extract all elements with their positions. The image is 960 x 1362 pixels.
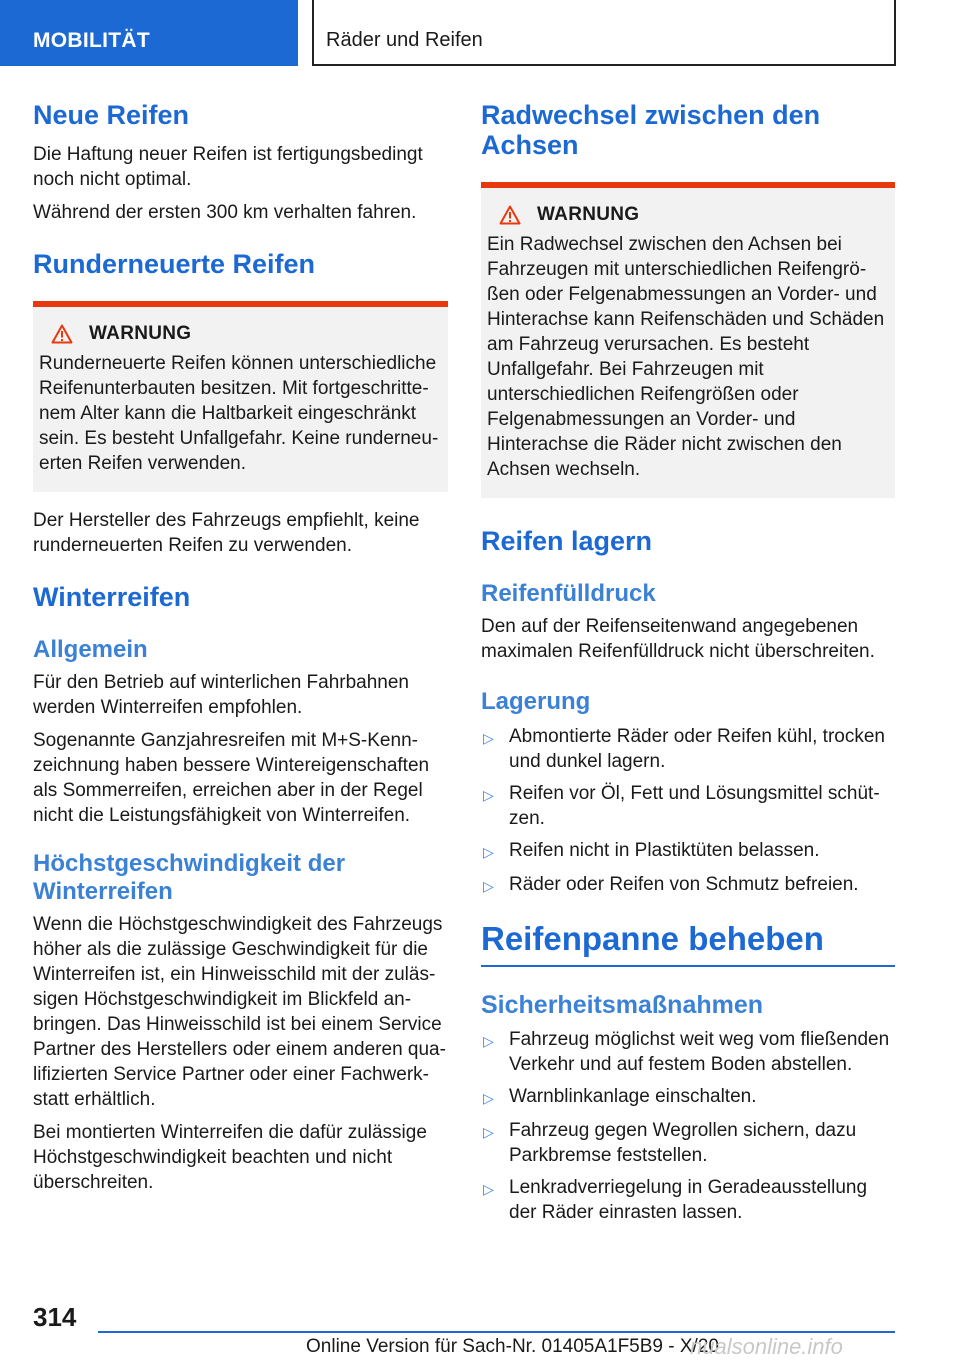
subheading-reifenfuelldruck: Reifenfülldruck (481, 580, 656, 607)
paragraph: Bei montierten Winterreifen die dafür zulässige Höchstgeschwindigkeit beachten und nicht überschreiten. (33, 1122, 427, 1193)
heading-reifen-lagern: Reifen lagern (481, 526, 653, 556)
list-item: ▷ Räder oder Reifen von Schmutz befreien. (481, 872, 895, 899)
heading-radwechsel: Radwechsel zwischen den Achsen (481, 100, 821, 160)
warning-icon (51, 324, 73, 344)
watermark: nualsonline.info (690, 1334, 843, 1359)
subheading-sicherheitsmassnahmen: Sicherheitsmaßnahmen (481, 991, 764, 1019)
heading-winterreifen: Winterreifen (33, 582, 191, 612)
list-item: ▷ Fahrzeug gegen Wegrollen sichern, dazu Parkbremse feststellen. (483, 1120, 857, 1166)
left-column (33, 100, 448, 1195)
warning-box (33, 301, 448, 492)
warning-icon (499, 205, 521, 225)
paragraph: Die Haftung neuer Reifen ist fertigungsbedingt noch nicht optimal. (33, 144, 423, 190)
warning-title (51, 323, 442, 345)
right-column (481, 100, 895, 1232)
triangle-bullet-icon: ▷ (483, 1090, 494, 1106)
paragraph: Wenn die Höchstgeschwindigkeit des Fahrzeugs höher als die zulässige Geschwindigkeit für die Winterreifen ist, ein Hinweisschild mit der zulässigen Höchstgeschwindigkeit im Blickfeld anbringen. Das Hinweisschild ist bei einem Service Partner des Herstellers oder einem anderen qualifizierten Service Partner oder einer Fachwerkstatt erhältlich. (33, 914, 446, 1110)
online-version-text: Online Version für Sach-Nr. 01405A1F5B9 - X/20 (306, 1336, 719, 1357)
subheading-hoechstgeschwindigkeit: Höchstgeschwindigkeit der Winterreifen (33, 850, 346, 905)
footer-divider (98, 1331, 895, 1333)
triangle-bullet-icon: ▷ (483, 787, 494, 803)
triangle-bullet-icon: ▷ (483, 1033, 494, 1049)
warning-box (481, 182, 895, 498)
list-item: ▷ Reifen nicht in Plastiktüten belassen. (481, 838, 895, 865)
triangle-bullet-icon: ▷ (483, 730, 494, 746)
triangle-bullet-icon: ▷ (483, 1181, 494, 1197)
paragraph: Sogenannte Ganzjahresreifen mit M+S-Kennzeichnung haben bessere Wintereigenschaften als Sommerreifen, erreichen aber in der Regel nicht die Leistungsfähigkeit von Winterreifen. (33, 730, 430, 826)
paragraph: Den auf der Reifenseitenwand angegebenen maximalen Reifenfülldruck nicht überschreiten. (481, 616, 875, 662)
list-item: ▷ Lenkradverriegelung in Geradeausstellung der Räder einrasten lassen. (483, 1177, 868, 1223)
paragraph: Für den Betrieb auf winterlichen Fahrbahnen werden Winterreifen empfohlen. (33, 672, 410, 718)
warning-label: WARNUNG (89, 323, 192, 344)
subheading-lagerung: Lagerung (481, 688, 591, 715)
triangle-bullet-icon: ▷ (483, 844, 494, 860)
paragraph: Während der ersten 300 km verhalten fahren. (33, 202, 417, 223)
triangle-bullet-icon: ▷ (483, 878, 494, 894)
section-tab: MOBILITÄT (0, 0, 298, 66)
heading-reifenpanne-beheben: Reifenpanne beheben (481, 919, 895, 967)
sicherheit-list (481, 1027, 895, 1225)
page-number: 314 (33, 1302, 77, 1332)
warning-label: WARNUNG (537, 204, 640, 225)
warning-text: Runderneuerte Reifen können unterschiedliche Reifenunterbauten besitzen. Mit fortgeschrittenem Alter kann die Haltbarkeit eingeschränkt sein. Es besteht Unfallgefahr. Keine runderneuerten Reifen verwenden. (39, 353, 439, 474)
chapter-title: Räder und Reifen (312, 0, 896, 66)
list-item: ▷ Warnblinkanlage einschalten. (481, 1084, 895, 1111)
page-header (0, 0, 960, 66)
list-item: ▷ Fahrzeug möglichst weit weg vom fließenden Verkehr und auf festem Boden abstellen. (483, 1029, 890, 1075)
triangle-bullet-icon: ▷ (483, 1124, 494, 1140)
subheading-allgemein: Allgemein (33, 636, 148, 663)
warning-text: Ein Radwechsel zwischen den Achsen bei Fahrzeugen mit unterschiedlichen Reifengrößen oder Felgenabmessungen an Vorder- und Hinterachse kann Reifenschäden und Schäden am Fahrzeug verursachen. Es besteht Unfallgefahr. Bei Fahrzeugen mit unterschiedlichen Reifengrößen oder Felgenabmessungen an Vorder- und Hinterachse die Räder nicht zwischen den Achsen wechseln. (487, 234, 885, 480)
heading-neue-reifen: Neue Reifen (33, 100, 190, 130)
warning-title (499, 204, 889, 226)
heading-runderneuerte-reifen: Runderneuerte Reifen (33, 249, 316, 279)
list-item: ▷ Abmontierte Räder oder Reifen kühl, trocken und dunkel lagern. (483, 726, 885, 772)
list-item: ▷ Reifen vor Öl, Fett und Lösungsmittel schützen. (483, 783, 880, 829)
paragraph: Der Hersteller des Fahrzeugs empfiehlt, keine runderneuerten Reifen zu verwenden. (33, 510, 420, 556)
lagerung-list (481, 724, 895, 899)
